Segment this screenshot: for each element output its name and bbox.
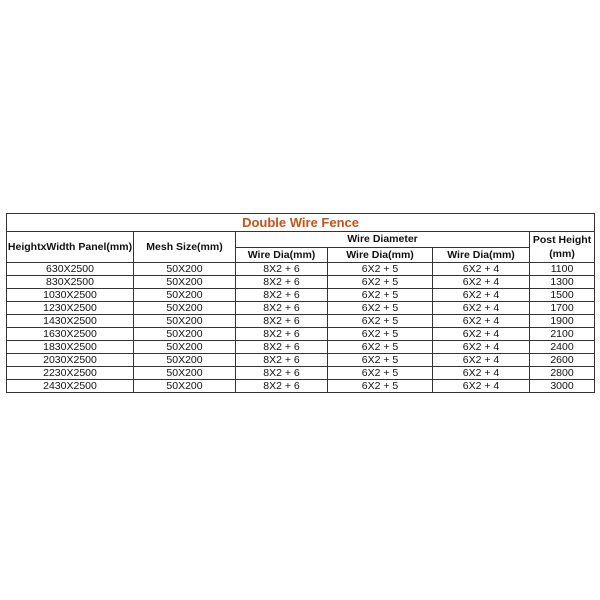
cell-mesh: 50X200 xyxy=(134,367,236,380)
cell-wire-dia-3: 6X2 + 4 xyxy=(433,367,530,380)
table-row xyxy=(7,328,595,341)
header-wire-dia-3: Wire Dia(mm) xyxy=(433,247,530,263)
table-row xyxy=(7,354,595,367)
cell-wire-dia-2: 6X2 + 5 xyxy=(328,341,433,354)
cell-wire-dia-3: 6X2 + 4 xyxy=(433,289,530,302)
cell-wire-dia-3: 6X2 + 4 xyxy=(433,263,530,276)
cell-wire-dia-2: 6X2 + 5 xyxy=(328,315,433,328)
table-row xyxy=(7,315,595,328)
table-row xyxy=(7,380,595,393)
cell-wire-dia-1: 8X2 + 6 xyxy=(236,302,328,315)
cell-post-height: 1900 xyxy=(530,315,595,328)
header-mesh-size: Mesh Size(mm) xyxy=(134,232,236,263)
header-post-height xyxy=(530,232,595,263)
cell-wire-dia-2: 6X2 + 5 xyxy=(328,354,433,367)
header-wire-diameter: Wire Diameter xyxy=(236,232,530,248)
cell-panel: 1830X2500 xyxy=(7,341,134,354)
spec-table-container xyxy=(6,213,594,393)
cell-panel: 2030X2500 xyxy=(7,354,134,367)
cell-wire-dia-1: 8X2 + 6 xyxy=(236,367,328,380)
cell-wire-dia-1: 8X2 + 6 xyxy=(236,341,328,354)
table-title: Double Wire Fence xyxy=(7,214,595,232)
cell-mesh: 50X200 xyxy=(134,341,236,354)
cell-panel: 1430X2500 xyxy=(7,315,134,328)
header-post-height-line2: (mm) xyxy=(549,248,575,260)
cell-wire-dia-2: 6X2 + 5 xyxy=(328,302,433,315)
cell-post-height: 3000 xyxy=(530,380,595,393)
double-wire-fence-table xyxy=(6,213,595,393)
cell-wire-dia-3: 6X2 + 4 xyxy=(433,341,530,354)
table-row xyxy=(7,263,595,276)
cell-panel: 630X2500 xyxy=(7,263,134,276)
cell-panel: 1230X2500 xyxy=(7,302,134,315)
cell-wire-dia-2: 6X2 + 5 xyxy=(328,380,433,393)
table-row xyxy=(7,367,595,380)
cell-mesh: 50X200 xyxy=(134,380,236,393)
table-row xyxy=(7,341,595,354)
cell-mesh: 50X200 xyxy=(134,328,236,341)
cell-post-height: 2600 xyxy=(530,354,595,367)
cell-wire-dia-2: 6X2 + 5 xyxy=(328,328,433,341)
cell-wire-dia-1: 8X2 + 6 xyxy=(236,263,328,276)
cell-mesh: 50X200 xyxy=(134,315,236,328)
cell-wire-dia-2: 6X2 + 5 xyxy=(328,289,433,302)
cell-post-height: 1100 xyxy=(530,263,595,276)
cell-wire-dia-2: 6X2 + 5 xyxy=(328,367,433,380)
cell-mesh: 50X200 xyxy=(134,354,236,367)
cell-mesh: 50X200 xyxy=(134,263,236,276)
cell-wire-dia-1: 8X2 + 6 xyxy=(236,276,328,289)
table-row xyxy=(7,302,595,315)
cell-wire-dia-1: 8X2 + 6 xyxy=(236,315,328,328)
header-post-height-line1: Post Height xyxy=(532,234,592,246)
cell-panel: 2430X2500 xyxy=(7,380,134,393)
cell-wire-dia-1: 8X2 + 6 xyxy=(236,289,328,302)
cell-mesh: 50X200 xyxy=(134,289,236,302)
cell-mesh: 50X200 xyxy=(134,276,236,289)
cell-panel: 1030X2500 xyxy=(7,289,134,302)
cell-wire-dia-1: 8X2 + 6 xyxy=(236,380,328,393)
cell-mesh: 50X200 xyxy=(134,302,236,315)
cell-wire-dia-3: 6X2 + 4 xyxy=(433,328,530,341)
cell-wire-dia-3: 6X2 + 4 xyxy=(433,276,530,289)
cell-panel: 830X2500 xyxy=(7,276,134,289)
cell-wire-dia-3: 6X2 + 4 xyxy=(433,354,530,367)
header-wire-dia-1: Wire Dia(mm) xyxy=(236,247,328,263)
cell-post-height: 1500 xyxy=(530,289,595,302)
cell-wire-dia-1: 8X2 + 6 xyxy=(236,354,328,367)
cell-post-height: 2100 xyxy=(530,328,595,341)
cell-wire-dia-3: 6X2 + 4 xyxy=(433,380,530,393)
table-row xyxy=(7,276,595,289)
cell-wire-dia-3: 6X2 + 4 xyxy=(433,302,530,315)
cell-wire-dia-1: 8X2 + 6 xyxy=(236,328,328,341)
cell-post-height: 2800 xyxy=(530,367,595,380)
header-wire-dia-2: Wire Dia(mm) xyxy=(328,247,433,263)
cell-post-height: 2400 xyxy=(530,341,595,354)
header-panel-size: HeightxWidth Panel(mm) xyxy=(7,232,134,263)
cell-post-height: 1300 xyxy=(530,276,595,289)
cell-panel: 1630X2500 xyxy=(7,328,134,341)
cell-wire-dia-2: 6X2 + 5 xyxy=(328,276,433,289)
table-row xyxy=(7,289,595,302)
cell-wire-dia-2: 6X2 + 5 xyxy=(328,263,433,276)
cell-post-height: 1700 xyxy=(530,302,595,315)
cell-panel: 2230X2500 xyxy=(7,367,134,380)
cell-wire-dia-3: 6X2 + 4 xyxy=(433,315,530,328)
